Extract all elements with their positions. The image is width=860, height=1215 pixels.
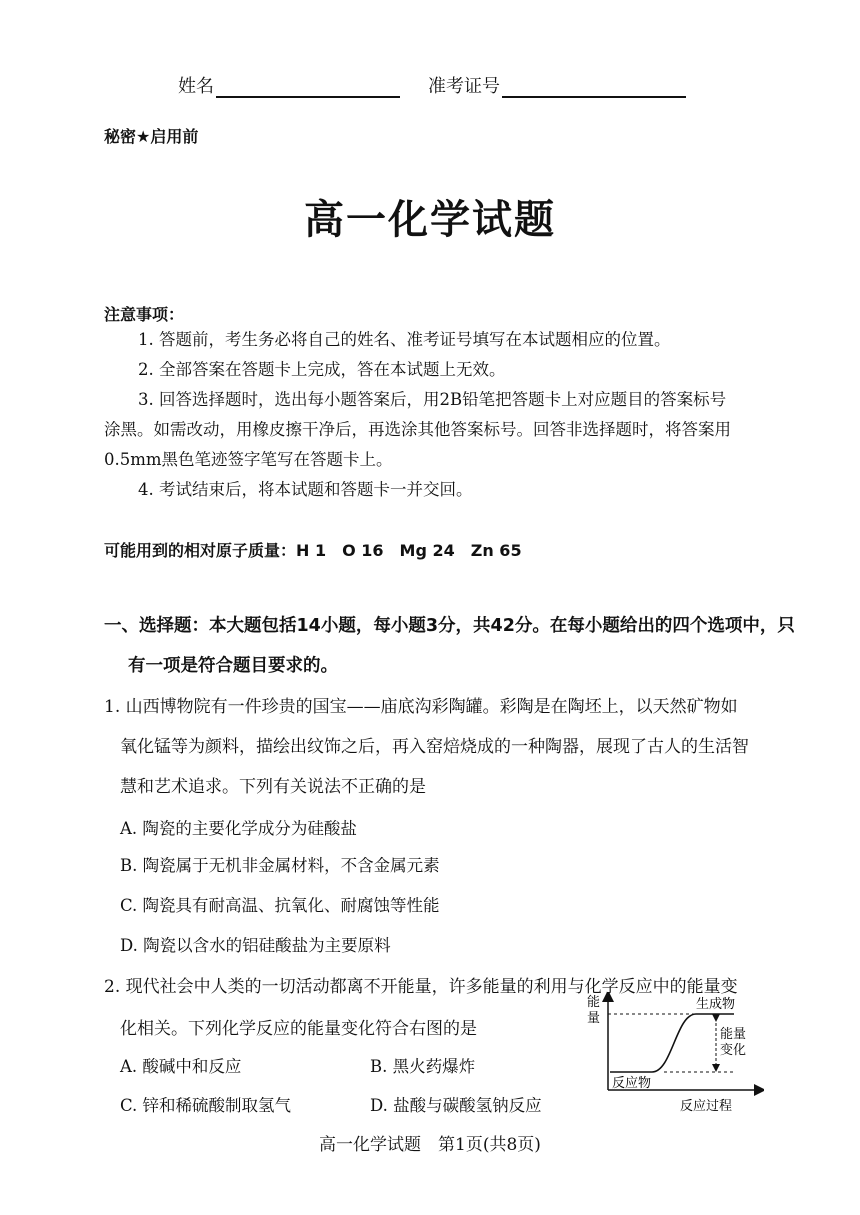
energy-curve xyxy=(610,1014,734,1072)
exam-number-label: 准考证号 xyxy=(428,76,500,97)
section-heading-cont: 有一项是符合题目要求的。 xyxy=(128,656,338,676)
atomic-masses-line: 可能用到的相对原子质量：H 1 O 16 Mg 24 Zn 65 xyxy=(104,541,522,560)
energy-change-label: 能量 xyxy=(720,1027,747,1042)
energy-diagram xyxy=(584,992,764,1117)
notice-line: 涂黑。如需改动，用橡皮擦干净后，再选涂其他答案标号。回答非选择题时，将答案用 xyxy=(104,420,731,439)
page-title: 高一化学试题 xyxy=(304,197,556,243)
notice-line: 0.5mm黑色笔迹签字笔写在答题卡上。 xyxy=(104,450,393,469)
y-axis-label: 量 xyxy=(587,1011,601,1026)
notice-line: 3. 回答选择题时，选出每小题答案后，用2B铅笔把答题卡上对应题目的答案标号 xyxy=(138,390,727,409)
page-footer: 高一化学试题 第1页(共8页) xyxy=(319,1135,541,1155)
candidate-info-fields xyxy=(178,72,686,98)
reactant-label: 反应物 xyxy=(612,1076,652,1091)
exam-number-blank-line[interactable] xyxy=(502,76,686,98)
y-axis-label: 能 xyxy=(587,995,601,1010)
confidential-mark: 秘密★启用前 xyxy=(104,127,199,146)
name-label: 姓名 xyxy=(178,76,214,97)
question-1-option-b: B. 陶瓷属于无机非金属材料，不含金属元素 xyxy=(120,856,440,875)
notice-line: 4. 考试结束后，将本试题和答题卡一并交回。 xyxy=(138,480,473,499)
question-1-option-c: C. 陶瓷具有耐高温、抗氧化、耐腐蚀等性能 xyxy=(120,896,440,915)
energy-change-label: 变化 xyxy=(720,1043,747,1058)
question-2-stem: 2. 现代社会中人类的一切活动都离不开能量，许多能量的利用与化学反应中的能量变 xyxy=(104,977,738,997)
question-1-option-d: D. 陶瓷以含水的铝硅酸盐为主要原料 xyxy=(120,936,391,955)
notice-title: 注意事项： xyxy=(104,305,185,324)
notice-line: 1. 答题前，考生务必将自己的姓名、准考证号填写在本试题相应的位置。 xyxy=(138,330,671,349)
notice-line: 2. 全部答案在答题卡上完成，答在本试题上无效。 xyxy=(138,360,506,379)
section-heading: 一、选择题：本大题包括14小题，每小题3分，共42分。在每小题给出的四个选项中，只 xyxy=(104,616,795,636)
x-axis-label: 反应过程 xyxy=(680,1099,733,1114)
product-label: 生成物 xyxy=(696,997,736,1012)
name-blank-line[interactable] xyxy=(216,76,400,98)
question-2-option-d: D. 盐酸与碳酸氢钠反应 xyxy=(370,1096,542,1115)
question-2-option-c: C. 锌和稀硫酸制取氢气 xyxy=(120,1096,292,1115)
question-1-stem: 氧化锰等为颜料，描绘出纹饰之后，再入窑焙烧成的一种陶器，展现了古人的生活智 xyxy=(120,737,749,757)
question-1-option-a: A. 陶瓷的主要化学成分为硅酸盐 xyxy=(120,819,357,838)
question-1-stem: 慧和艺术追求。下列有关说法不正确的是 xyxy=(120,777,426,797)
question-1-stem: 1. 山西博物院有一件珍贵的国宝——庙底沟彩陶罐。彩陶是在陶坯上，以天然矿物如 xyxy=(104,697,738,717)
question-2-stem: 化相关。下列化学反应的能量变化符合右图的是 xyxy=(120,1019,477,1039)
question-2-option-a: A. 酸碱中和反应 xyxy=(120,1057,242,1076)
question-2-option-b: B. 黑火药爆炸 xyxy=(370,1057,476,1076)
